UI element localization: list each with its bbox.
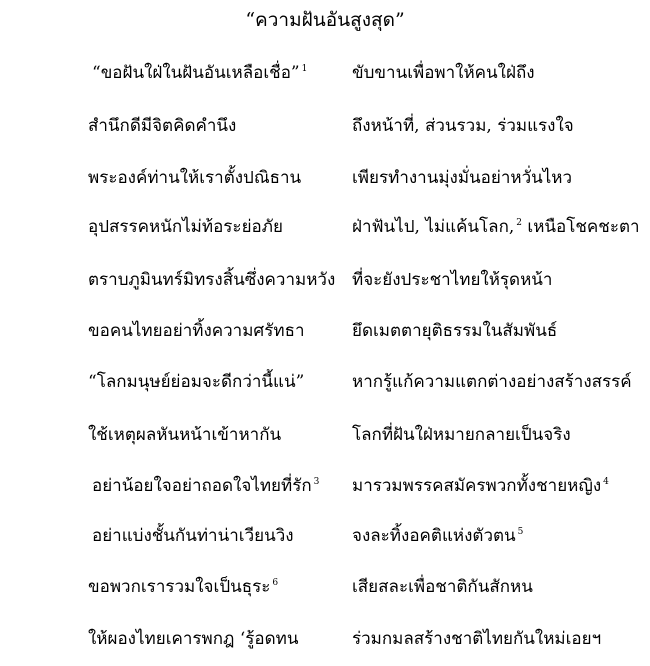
line-text: ยึดเมตตายุติธรรมในสัมพันธ์ [352,321,558,341]
poem-line-left [92,523,294,549]
line-text: ขอคนไทยอย่าทิ้งความศรัทธา [88,321,305,341]
poem-line-right [352,523,523,549]
poem-line-right [352,165,572,191]
poem-line-right [352,422,571,448]
line-text: อย่าแบ่งชั้นกันท่าน่าเวียนวิง [92,526,294,546]
line-text: “ขอฝันใฝ่ในฝันอันเหลือเชื่อ” [92,63,300,83]
line-text: อย่าน้อยใจอย่าถอดใจไทยที่รัก [92,476,312,496]
poem-line-right [352,574,533,600]
poem-line-right [352,318,557,344]
poem-line-left [88,318,304,344]
poem-line-right [352,626,601,652]
line-text: มารวมพรรคสมัครพวกทั้งชายหญิง [352,476,602,496]
line-text: ฝ่าฟันไป, ไม่แค้นโลก, [352,217,515,237]
footnote-marker: 2 [516,218,522,229]
footnote-marker: 4 [603,477,609,488]
line-text: ถึงหน้าที่, ส่วนรวม, ร่วมแรงใจ [352,116,574,136]
line-text: “โลกมนุษย์ย่อมจะดีกว่านี้แน่” [88,372,305,392]
poem-line-left [88,369,304,395]
poem-line-right [352,267,552,293]
poem-line-left [88,267,335,293]
line-text: เสียสละเพื่อชาติกันสักหน [352,577,533,597]
line-text-continued: เหนือโชคชะตา [522,217,640,237]
poem-line-left [88,422,281,448]
line-text: สำนึกดีมีจิตคิดคำนึง [88,116,237,136]
line-text: ที่จะยังประชาไทยให้รุดหน้า [352,270,553,290]
poem-line-right [352,369,632,395]
poem-line-left [88,574,278,600]
poem-line-left [88,113,236,139]
line-text: ขอพวกเรารวมใจเป็นธุระ [88,577,271,597]
footnote-marker: 5 [517,527,524,538]
line-text: เพียรทำงานมุ่งมั่นอย่าหวั่นไหว [352,168,573,188]
line-text: จงละทิ้งอคติแห่งตัวตน [352,526,516,546]
line-text: พระองค์ท่านให้เราตั้งปณิธาน [88,168,302,188]
poem-line-left [88,626,298,652]
poem-line-right [352,113,574,139]
poem-line-left [92,473,319,499]
line-text: ตราบภูมินทร์มิทรงสิ้นซึ่งความหวัง [88,270,336,290]
line-text: ขับขานเพื่อพาให้คนใฝ่ถึง [352,63,535,83]
poem-line-right [352,473,609,499]
line-text: โลกที่ฝันใฝ่หมายกลายเป็นจริง [352,425,571,445]
line-text: ให้ผองไทยเคารพกฎ ‘รู้อดทน [88,629,299,649]
line-text: อุปสรรคหนักไม่ท้อระย่อภัย [88,217,283,237]
footnote-marker: 3 [313,477,320,488]
line-text: ใช้เหตุผลหันหน้าเข้าหากัน [88,425,282,445]
line-text: หากรู้แก้ความแตกต่างอย่างสร้างสรรค์ [352,372,632,392]
poem-line-right [352,60,535,86]
poem-line-right [352,214,640,240]
footnote-marker: 1 [301,64,308,75]
line-text: ร่วมกมลสร้างชาติไทยกันใหม่เอยฯ [352,629,602,649]
footnote-marker: 6 [272,578,279,589]
poem-line-left [88,165,301,191]
poem-line-left [88,214,283,240]
poem-title: “ความฝันอันสูงสุด” [245,9,405,31]
poem-line-left [92,60,307,86]
